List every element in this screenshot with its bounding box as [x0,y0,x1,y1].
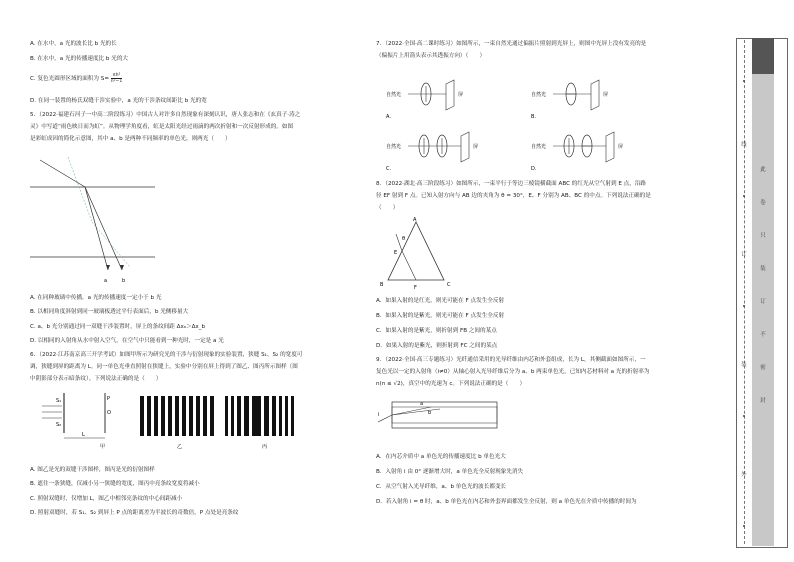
dark-fringe [285,396,288,436]
prism-figure [376,216,466,292]
fiber-core [392,407,497,423]
double-slit-figure [40,388,340,450]
label-s1: S₁ [56,398,62,404]
q7-option-a: A. [386,114,391,120]
q4-option-c-fraction [111,73,123,84]
polarizer-figures [386,70,706,175]
dark-fringe [203,396,207,436]
q6-stem-line-1: 6．（2022·江苏南京高三开学考试）如图甲所示为研究光的干涉与衍射现象的实验装置，狭缝 S₁、S₂ 的宽度可 [30,352,303,358]
q4-option-d: D. 在同一装置的杨氏双缝干涉实验中，a 光的干涉条纹间距比 b 光的宽 [30,98,207,104]
dark-fringe [175,396,179,436]
dark-fringe [147,396,151,436]
label-a: a [420,401,424,407]
q7-option-d: D. [531,166,537,172]
q8-stem-line-2: 径 EF 射到 F 点。已知入射方向与 AB 边的夹角为 θ = 30°，E、F 分别为 AB、BC 的中点。下列说法正确的是 [376,193,651,199]
label-screen: 屏 [618,144,624,150]
dark-fringe [291,396,294,436]
q6-option-d: D. 照射双缝时，若 S₁、S₂ 到屏上 P 点的距离差为半波长的奇数倍，P 点处是亮条纹 [30,510,239,516]
outer-label-2: 订 [741,252,747,258]
binding-dot [743,195,745,197]
q6-option-b: B. 遮住一条狭缝，仅减小另一狭缝的宽度，图丙中亮条纹宽度将减小 [30,481,200,487]
binding-dot [743,305,745,307]
q9-option-c: C．从空气射入光导纤维，a、b 单色光的波长都变长 [376,484,507,490]
q5-option-a: A. 在同种玻璃中传播，a 光的传播速度一定小于 b 光 [30,295,162,301]
polarizer-option-d [531,132,623,162]
outer-label-4: 外 [741,472,747,478]
q4-option-c [30,73,122,84]
screen [591,80,599,110]
polarizer-option-a [386,80,463,110]
incident-ray [378,415,392,422]
label-a: a [104,278,108,284]
dark-fringe [210,396,214,436]
label-p: P [107,396,111,402]
dark-fringe [264,396,269,436]
label-jia: 甲 [100,444,106,450]
dark-fringe [182,396,186,436]
q7-option-b: B. [531,114,537,120]
refracted-ray [402,251,416,280]
binding-strip-header [752,38,774,74]
q9-stem-line-3: n(n ≤ √2)，真空中的光速为 c。下列说法正确的是（ ） [376,381,526,387]
label-f: F [414,285,417,291]
binding-dot [743,415,745,417]
inner-label-5: 订 [760,299,766,305]
q9-stem-line-1: 9．（2022·全国·高三专题练习）光纤通信采用的光导纤维由内芯和外套组成，长为 L，其侧截面如图所示，一 [376,357,646,363]
dark-fringe [237,396,241,436]
label-screen: 屏 [458,92,464,98]
q6-option-c: C. 照射双缝时，仅增加 L，图乙中相邻亮条纹的中心间距减小 [30,496,183,502]
rainbow-figure [30,152,160,287]
fringe-pattern-yi [140,396,214,436]
incident-ray [40,160,85,187]
fringe-pattern-bing [225,396,294,436]
arrow-a [106,265,110,270]
q8-stem-line-3: （ ） [376,205,399,211]
label-e: E [394,250,398,256]
label-o: O [107,410,111,416]
q6-stem-line-2: 调，狭缝到屏的距离为 L。同一单色光垂直照射在狭缝上，实验中分别在屏上得到了图乙、图丙所示图样（图 [30,364,298,370]
inner-label-4: 装 [760,266,766,272]
inner-label-3: 只 [760,233,766,239]
fraction-numerator: πh² [112,73,121,78]
q9-stem-line-2: 复色光以一定的入射角（i≠0）从轴心射入光导纤维后分为 a、b 两束单色光，已知内芯材料对 a 光的折射率为 [376,369,650,375]
dark-fringe [168,396,172,436]
q8-option-a: A．如果入射的是红光，则光可能在 F 点发生全反射 [376,298,505,304]
fraction-denominator: n²−1 [110,79,123,84]
q4-option-c-text: C. 复色光圆形区域的面积为 S= [30,76,110,82]
screen [606,132,614,162]
screen [446,80,454,110]
outer-label-1: 线 [741,142,747,148]
q5-stem-line-1: 5．（2022·福建石河子一中高二阶段练习）中国古人对许多自然现象有深刻认识，唐人张志和在《玄真子·涛之 [30,112,301,118]
label-s2: S₂ [56,422,62,428]
dark-fringe [231,396,234,436]
q7-option-c: C. [386,166,392,172]
dark-fringe [279,396,282,436]
binding-strip-gray [752,74,774,546]
q9-option-d: D．若入射角 i = θ 时，a、b 单色光在内芯和外套界面都发生全反射，则 a 单色光在介质中传播的时间为 [376,499,637,505]
inner-label-2: 卷 [760,200,766,206]
normal-dashed-1 [68,157,92,222]
dark-fringe [252,396,261,436]
dark-fringe [189,396,193,436]
label-b: b [428,410,432,416]
inner-label-7: 密 [760,365,766,371]
q5-option-d: D. 以相同的入射角从水中射入空气，在空气中只能看到一种光时，一定是 a 光 [30,338,224,344]
label-i: i [378,412,380,418]
polarizer-option-b [531,80,608,110]
normal-dashed-2 [92,222,130,267]
q7-stem-line-2: （偏振片上用箭头表示其透振方向）（ ） [376,53,486,59]
refracted-ray-a [85,187,108,270]
inner-label-8: 封 [760,398,766,404]
inner-label-1: 此 [760,167,766,173]
binding-dot [743,80,745,82]
screen [461,132,469,162]
dark-fringe [161,396,165,436]
label-b: b [122,278,126,284]
dark-fringe [154,396,158,436]
polarizer-option-c [386,132,478,162]
label-screen: 屏 [473,144,479,150]
outer-label-3: 装 [741,362,747,368]
q4-option-b: B. 在水中，a 光的传播速度比 b 光的大 [30,56,129,62]
dark-fringe [225,396,228,436]
label-c: C [447,282,451,288]
refracted-ray-b [85,187,122,270]
label-yi: 乙 [177,444,183,450]
q9-option-a: A．在内芯介质中 a 单色光的传播速度比 b 单色光大 [376,454,506,460]
optical-fiber-figure [376,390,501,442]
label-bing: 丙 [262,444,268,450]
seal-dashed-line [744,40,745,544]
dark-fringe [272,396,276,436]
label-natural-light: 自然光 [386,92,402,98]
label-b: B [380,282,384,288]
q4-option-a: A. 在水中，a 光的波长比 b 光的长 [30,41,117,47]
label-natural-light: 自然光 [531,144,547,150]
q8-option-d: D．如果入射的是紫光，则折射到 FC 之间的某点 [376,343,498,349]
binding-dot [743,525,745,527]
inner-label-6: 不 [760,332,766,338]
q8-option-b: B．如果入射的是紫光，则光可能在 F 点发生全反射 [376,313,505,319]
label-natural-light: 自然光 [386,144,402,150]
label-theta: θ [402,236,406,242]
q5-stem-line-2: 灵》中写道“雨色映日而为虹”。从物理学角度看，虹是太阳光经过雨滴的两次折射和一次反射形成的。如图 [30,124,294,130]
q6-stem-line-3: 中阴影部分表示暗条纹）。下列说法正确的是（ ） [30,376,162,382]
q5-stem-line-3: 是彩虹成因的简化示意图，其中 a、b 是两种不同频率的单色光，则两光（ ） [30,136,231,142]
label-l: L [82,432,85,438]
q8-option-c: C．如果入射的是紫光，则折射到 FB 之间的某点 [376,328,497,334]
q8-stem-line-1: 8．（2022·湖北·高三阶段练习）如图所示，一束平行于等边三棱镜横截面 ABC 的红光从空气射到 E 点，沿路 [376,181,647,187]
q5-option-c: C. a、b 光分别通过同一双缝干涉装置时，屏上的条纹间距 Δxₐ＞Δx_b [30,324,206,330]
fiber-outer [392,402,497,428]
label-natural-light: 自然光 [531,92,547,98]
label-screen: 屏 [603,92,609,98]
dark-fringe [196,396,200,436]
dark-fringe [244,396,249,436]
q9-option-b: B．入射角 i 由 0° 逐渐增大时，a 单色光全反射现象先消失 [376,469,524,475]
q6-option-a: A. 图乙是光的双缝干涉图样，图丙是光的衍射图样 [30,467,155,473]
label-a: A [413,217,417,223]
dark-fringe [140,396,144,436]
q5-option-b: B. 以相同角度斜射到同一玻璃板透过平行表面后，b 光侧移量大 [30,309,189,315]
q7-stem-line-1: 7．（2022·全国·高二课时练习）如图所示，一束自然光通过偏振片照射到光屏上，则图中光屏上没有发亮的是 [376,41,647,47]
